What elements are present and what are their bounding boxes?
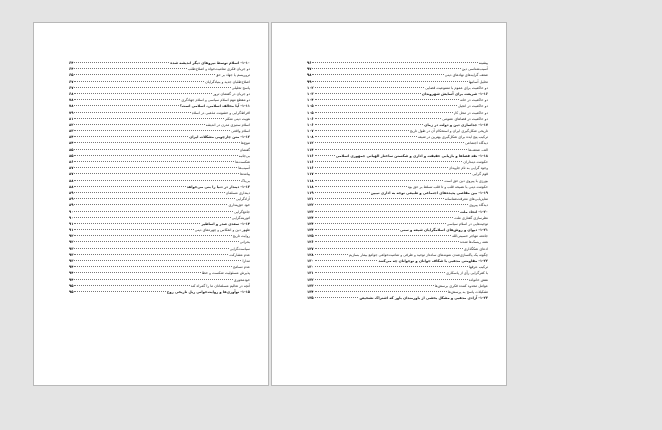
dot-leader [315,260,378,261]
dot-leader [315,291,447,292]
toc-entry-page-number: ۱۱۹ [307,190,314,195]
toc-entry-page-number: ۹۵ [69,289,74,294]
toc-entry-title: ۱-۱۲- متن چارچوبی مشکلات ایران [189,135,250,140]
toc-entry-page-number: ۱۰۶ [307,116,314,121]
toc-entry-page-number: ۱۲۵ [307,234,314,239]
toc-entry-page-number: ۱۳۱ [307,271,314,276]
dot-leader [315,180,444,181]
toc-entry-title: همه ریسک‌ها شدند [459,240,488,245]
toc-entry-page-number: ۱۲۷ [307,246,314,251]
toc-entry-title: ۱-۱۷- جداسازی دین و دولت در زمان [424,122,488,127]
toc-entry-page-number: ۹۰ [69,209,74,214]
dot-leader [315,223,446,224]
toc-entry-title: دو مقطع مهم اسلام سیاسی و اسلام جهادگری [181,98,250,103]
dot-leader [315,155,335,156]
toc-entry-title: عدم تسامح [233,265,250,270]
toc-entry-page-number: ۱۲۶ [307,240,314,245]
dot-leader [315,198,444,199]
toc-entry-title: چگونه یک پاکسازی‌شدن نمونه‌های ساده‌از توحید و ظرفی و تمامیت‌خواهی جوامع بیمار بسازیم [348,252,488,257]
toc-entry-title: روایت تاریخ [232,234,250,239]
toc-entry-page-number: ۹۶ [307,61,312,65]
toc-entry-page-number: ۱۲۸ [307,252,314,257]
toc-entry-title: ترکیب عرفها [468,265,488,270]
toc-entry-page-number: ۱۰۴ [307,98,314,103]
toc-entry-title: دو حاکمیت در خانه [459,98,488,103]
toc-entry-page-number: ۱۰۵ [307,110,314,115]
toc-entry-title: نظرسازی گفتاری ملت [454,215,488,220]
toc-entry-page-number: ۹۹ [307,79,312,84]
toc-entry-title: ادعای شکگذاری [463,246,488,251]
toc-entry-title: ۱-۱۰- اسلام توسط نیروهای دیگر اندیشه شده [170,61,250,65]
dot-leader [74,99,180,100]
dot-leader [74,161,234,162]
dot-leader [74,279,232,280]
dot-leader [315,112,453,113]
toc-entry-page-number: ۱۳۲ [307,277,314,282]
dot-leader [74,180,239,181]
table-of-contents-right [307,60,488,301]
toc-entry-page-number: ۶۴ [69,61,74,65]
toc-entry-page-number: ۹۲ [69,234,74,239]
toc-entry-page-number: ۱۳۳ [307,283,314,288]
toc-entry-page-number: ۹۷ [307,67,312,72]
document-page-left [33,22,269,386]
toc-entry-page-number: ۱۰۷ [307,129,314,134]
dot-leader [74,229,193,230]
dot-leader [74,272,200,273]
toc-entry-title: دیدگاه پیروی [469,203,488,208]
dot-leader [315,142,464,143]
toc-entry-page-number: ۹۱ [69,221,74,226]
dot-leader [315,87,425,88]
toc-entry-title: ضعف گرایه‌های نهادهای دینی [444,73,488,78]
toc-entry-title: تمایزیابی‌های معرفت‌شناسانه [444,197,488,202]
dot-leader [315,272,446,273]
dot-leader [74,136,188,137]
toc-entry-page-number: ۸۸ [69,178,74,183]
dot-leader [315,217,454,218]
dot-leader [74,260,241,261]
dot-leader [74,81,204,82]
dot-leader [315,186,407,187]
dot-leader [315,124,424,125]
toc-entry-page-number: ۱۱۶ [307,166,314,171]
toc-entry-page-number: ۸۲ [69,122,74,127]
toc-entry-page-number: ۷۸ [69,98,74,103]
toc-entry-page-number: ۹۴ [69,277,74,282]
toc-entry-title: پیامدها [240,172,250,177]
toc-entry-page-number: ۱۲۲ [307,203,314,208]
dot-leader [315,279,468,280]
toc-entry-page-number: ۸۱ [69,116,74,121]
dot-leader [74,254,228,255]
toc-entry-page-number: ۸۷ [69,172,74,177]
toc-entry-title: توجیه‌هایی در اسلام سیاسی [446,221,488,226]
toc-entry-title: بحرانی [239,240,250,245]
dot-leader [315,149,468,150]
toc-entry-page-number: ۹۲ [69,240,74,245]
toc-entry-title: ۱-۲۱- دیوان و روش‌های اسلامگرایان شیعه و سنی [400,228,488,233]
toc-entry-title: دو جریان در گفتمان ترور [212,91,250,96]
toc-entry-title: تنوع‌ها [240,141,250,146]
toc-entry-title: تشکیلات پاسخ به پرسش‌ها [447,289,488,294]
toc-entry-title: الف. ضعف‌ها [468,147,488,152]
toc-entry-title: هویت دینی متکثر [224,116,250,121]
toc-entry-title: دو حاکمیت در فضاهای عمومی [442,116,488,121]
toc-entry-page-number: ۸۴ [69,141,74,146]
toc-entry-title: آنچه در تعالیم مسلمانان ما را گمراه کند [190,283,250,288]
dot-leader [315,136,417,137]
dot-leader [74,62,169,63]
toc-entry-title: نقش خانواده [468,277,488,282]
toc-entry-title: دو حاکمیت برای عموم با ممنوعیت قضایی [425,85,488,90]
dot-leader [315,266,468,267]
dot-leader [74,173,239,174]
dot-leader [315,254,348,255]
toc-entry-page-number: ۷۹ [69,110,74,115]
dot-leader [74,223,200,224]
toc-entry-page-number: ۱۳۰ [307,265,314,270]
toc-entry-page-number: ۹۵ [69,283,74,288]
dot-leader [74,130,230,131]
toc-entry-page-number: ۱۱۲ [307,141,314,146]
dot-leader [74,149,238,150]
toc-entry-title: گفتمان [239,147,250,152]
toc-entry-title: اسلام ستیزی مدرن در اندیشه [205,122,250,127]
toc-entry-title: ۱-۱۸- نقد فضاها و بازیابی حقیقت و اداری و شکستن ساختار الهیاتی جمهوری اسلامی [335,153,488,158]
toc-entry-title: ۱-۲۰- اتحاد ملت [460,209,488,214]
dot-leader [74,285,189,286]
dot-leader [74,167,237,168]
dot-leader [315,285,434,286]
toc-entry[interactable] [307,295,488,301]
dot-leader [74,68,187,69]
dot-leader [74,248,228,249]
toc-entry-page-number: ۱۰۶ [307,122,314,127]
dot-leader [315,173,472,174]
dot-leader [74,105,178,106]
toc-entry-title: ۱-۱۱- آیا مخالف اسلامی، اسلامی است؟ [179,104,250,109]
dot-leader [315,130,409,131]
toc-entry-title: بی‌باک [240,178,250,183]
toc-entry-title: دو جریان فکری تمامیت‌خواه و اصلاح‌طلب [188,67,250,72]
toc-entry-title: تروریسم یا جهاد بر حق [215,73,250,78]
toc-entry-page-number: ۶۸ [69,91,74,96]
toc-entry-page-number: ۸۶ [69,160,74,164]
dot-leader [315,161,463,162]
dot-leader [315,235,452,236]
toc-entry-title: دو حاکمیت در محل کار [453,110,488,115]
dot-leader [74,87,230,88]
toc-entry-title: حکومت دینداران [463,160,488,164]
toc-entry-title: سیاست‌گرایی [229,246,250,251]
dot-leader [74,266,232,267]
toc-entry-page-number: ۸۹ [69,197,74,202]
toc-entry-page-number: ۶۴ [69,67,74,72]
toc-entry-page-number: ۸۹ [69,203,74,208]
toc-entry-title: افراط‌گرایی و خشونت مذهبی در اسلام [191,110,250,115]
toc-entry-title: ظهور دین و انعکاس و چهره‌های دینی [194,228,250,233]
toc-entry-title: ۱-۱۹- بین مقاصی پدیده‌های اجتماعی و طبیعی توجه به اداری تبیین [370,190,488,195]
dot-leader [74,142,240,143]
document-page-right [271,22,507,386]
toc-entry-page-number: ۶۷ [69,85,74,90]
toc-entry-title: مدارا [242,259,250,263]
dot-leader [74,241,238,242]
toc-entry-page-number: ۹۴ [69,271,74,276]
dot-leader [74,124,204,125]
toc-entry-title: وجود گرایی به نام جاویدان [448,166,488,171]
toc-entry-page-number: ۱۱۴ [307,147,314,152]
toc-entry-title: بورزی با پیروی دین حق است [444,178,488,183]
toc-entry-page-number: ۱۳۵ [307,296,314,301]
toc-entry-title: ۱-۲۳- آزادی مذهبی و مشکل بخشی از باورمندان باور که اشتراک تشخیص [359,296,488,301]
dot-leader [315,204,468,205]
toc-entry-title: شکست‌ها [235,160,250,164]
dot-leader [74,211,233,212]
toc-entry-title: قوم گرایی [472,172,488,177]
toc-entry-page-number: ۸۹ [69,190,74,195]
toc-entry-page-number: ۱۲۳ [307,209,314,214]
toc-entry-page-number: ۶۵ [69,73,74,78]
dot-leader [315,241,459,242]
toc-entry-title: ۱-۱۶- شریعت برای آسایش شهروندان [421,91,488,96]
toc-entry-page-number: ۸۴ [69,135,74,140]
toc-entry-title: ۱-۲۲- مقاومتی مذهبی با شکاف جوانان و نوجوانان چه می‌کنند [378,259,488,263]
toc-entry-page-number: ۱۱۸ [307,184,314,189]
toc-entry-title: خودمحوری [233,277,250,282]
dot-leader [312,81,467,82]
toc-entry-title: دیدگاه اجتماعی [465,141,488,146]
toc-entry[interactable] [69,289,250,295]
toc-entry-title: ۱-۱۵- نوآوری‌ها و روایت‌خوانی ریل تاریخی روح [166,289,250,294]
dot-leader [74,118,223,119]
dot-leader [312,62,477,63]
toc-entry-page-number: ۱۲۱ [307,197,314,202]
toc-entry-page-number: ۱۰۸ [307,135,314,140]
dot-leader [74,217,230,218]
toc-entry-title: ۱-۱۳- دیندار در دنیا را بنی می‌خواهد [186,184,250,189]
dot-leader [74,74,214,75]
dot-leader [74,198,235,199]
toc-entry-page-number: ۹۳ [69,246,74,251]
toc-entry-title: تحلیل آسانیها [468,79,488,84]
dot-leader [74,186,185,187]
toc-entry-title: بی‌جانبه [238,153,250,158]
toc-entry-page-number: ۱۳۴ [307,289,314,294]
dot-leader [315,229,400,230]
toc-entry-title: اصلاح‌طلبان جدید و بنیادگرایان [205,79,250,84]
dot-leader [74,112,190,113]
toc-entry-page-number: ۹۳ [69,252,74,257]
toc-entry-page-number: ۸۵ [69,153,74,158]
dot-leader [74,155,237,156]
dot-leader [74,291,165,292]
toc-entry-page-number: ۱۱۶ [307,160,314,164]
toc-entry-title: اتوریته‌گرایی [231,215,250,220]
toc-entry-title: عدم مشارکت [229,252,250,257]
dot-leader [74,93,212,94]
dot-leader [315,211,459,212]
toc-entry-title: جامع‌گرایی [234,209,250,214]
toc-entry-title: آسیب‌ها [238,166,250,171]
dot-leader [315,105,457,106]
dot-leader [74,204,227,205]
dot-leader [315,297,359,298]
toc-entry-title: پیشینه [478,61,488,65]
toc-entry-page-number: ۹۱ [69,228,74,233]
dot-leader [315,248,463,249]
toc-entry-page-number: ۱۲۴ [307,215,314,220]
toc-entry-title: جامعه مهاجر حسینی‌الله [452,234,488,239]
toc-entry-title: تاریخی شکل‌گیری ایران و استحکام آن در طول تاریخ [409,129,488,134]
dot-leader [74,235,231,236]
toc-entry-page-number: ۱۱۸ [307,178,314,183]
dot-leader [312,74,443,75]
toc-entry-title: اسلام واقعی [231,129,250,134]
toc-entry-title: آزادگرایی [235,197,250,202]
toc-entry-page-number: ۱۰۳ [307,91,314,96]
toc-entry-title: حکومت دینی با نصیحه قلب و تا قلب تسلط بر حق بود [407,184,488,189]
toc-entry-page-number: ۹۴ [69,265,74,270]
toc-entry-page-number: ۸۳ [69,129,74,134]
toc-entry-page-number: ۱۲۴ [307,221,314,226]
toc-entry-page-number: ۱۱۶ [307,153,314,158]
toc-entry-page-number: ۱۲۴ [307,228,314,233]
toc-entry-title: آسیب‌شناسی دین [461,67,488,72]
dot-leader [315,167,448,168]
table-of-contents-left [69,60,250,295]
toc-entry-title: خود حق‌پنداری [228,203,250,208]
toc-entry-title: با کفرگرایی رأی از پاسکاری [446,271,488,276]
toc-entry-page-number: ۸۷ [69,166,74,171]
toc-entry-page-number: ۱۰۲ [307,85,314,90]
dot-leader [74,192,224,193]
toc-entry-title: دو حاکمیت در انجیل [458,104,488,109]
toc-entry-page-number: ۹۰ [69,215,74,220]
dot-leader [315,118,442,119]
toc-entry-page-number: ۸۵ [69,147,74,152]
dot-leader [315,192,370,193]
dot-leader [315,93,421,94]
dot-leader [312,68,460,69]
toc-entry-title: دینداری مسلمان [225,190,250,195]
toc-entry-page-number: ۹۸ [307,73,312,78]
toc-entry-page-number: ۹۳ [69,259,74,263]
toc-entry-title: پذیرش مسئولیت شکست و خطا [201,271,250,276]
toc-entry-title: ترکیب پنج ایده برای شکل‌گیری بهترین در شیعه [417,135,488,140]
toc-entry-page-number: ۷۸ [69,104,74,109]
toc-entry-title: پاسخ تحلیلی [231,85,250,90]
toc-entry-page-number: ۸۸ [69,184,74,189]
toc-entry-title: ۱-۱۴- سعدی صدر و اساطیر [201,221,250,226]
toc-entry-page-number: ۱۳۰ [307,259,314,263]
toc-entry-title: عوامل محدود کننده فکری برسش‌ها [434,283,488,288]
toc-entry-page-number: ۱۰۵ [307,104,314,109]
toc-entry-page-number: ۶۷ [69,79,74,84]
dot-leader [315,99,459,100]
toc-entry-page-number: ۱۱۷ [307,172,314,177]
